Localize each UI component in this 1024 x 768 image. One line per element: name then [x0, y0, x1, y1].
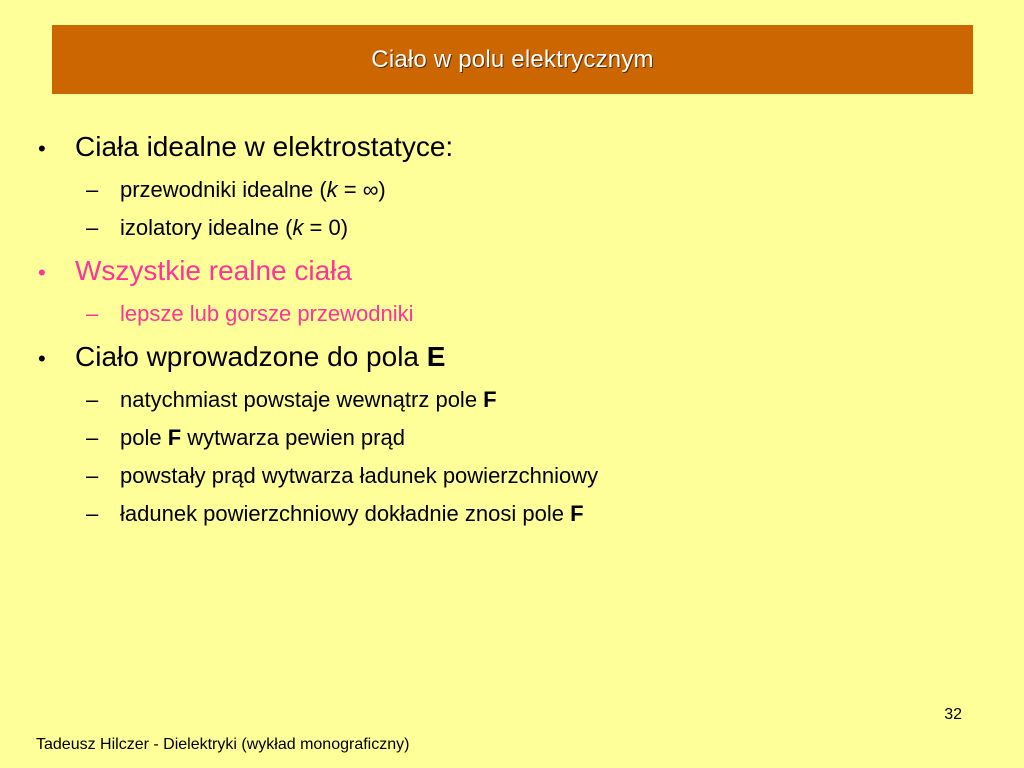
page-number: 32	[944, 706, 962, 723]
footer-author: Tadeusz Hilczer - Dielektryki (wykład monograficzny)	[36, 736, 410, 753]
dash-icon: –	[86, 301, 99, 326]
sub-item-field-appears	[86, 386, 978, 414]
sub-item-surface-charge	[86, 462, 978, 490]
sub-item-text: przewodniki idealne (k = ∞)	[120, 177, 386, 202]
bullet-body-in-field	[38, 340, 978, 376]
bullet-text: Wszystkie realne ciała	[75, 255, 352, 286]
symbol-f: F	[483, 387, 497, 412]
symbol-f: F	[570, 501, 584, 526]
variable-k: k	[326, 177, 338, 202]
sub-item-text: izolatory idealne (k = 0)	[120, 215, 349, 240]
bullet-icon: •	[38, 346, 46, 371]
slide-title: Ciało w polu elektrycznym	[371, 45, 654, 73]
dash-icon: –	[86, 215, 99, 240]
bullet-text: Ciało wprowadzone do pola E	[75, 341, 446, 372]
sub-item-field-current	[86, 424, 978, 452]
dash-icon: –	[86, 425, 99, 450]
sub-item-better-worse-conductors	[86, 300, 978, 328]
sub-item-ideal-insulators	[86, 214, 978, 242]
sub-item-ideal-conductors	[86, 176, 978, 204]
bullet-real-bodies	[38, 254, 978, 290]
sub-item-text: pole F wytwarza pewien prąd	[120, 425, 405, 450]
sub-item-text: lepsze lub gorsze przewodniki	[120, 301, 414, 326]
symbol-e: E	[426, 341, 446, 372]
bullet-text: Ciała idealne w elektrostatyce:	[75, 131, 454, 162]
dash-icon: –	[86, 501, 99, 526]
bullet-icon: •	[38, 136, 46, 161]
symbol-f: F	[167, 425, 182, 450]
sub-item-text: natychmiast powstaje wewnątrz pole F	[120, 387, 497, 412]
bullet-icon: •	[38, 260, 46, 285]
bullet-ideal-bodies	[38, 130, 978, 166]
variable-k: k	[292, 215, 304, 240]
sub-item-cancels-field	[86, 500, 978, 528]
sub-item-text: powstały prąd wytwarza ładunek powierzchniowy	[120, 463, 599, 488]
sub-item-text: ładunek powierzchniowy dokładnie znosi pole F	[120, 501, 584, 526]
slide-content	[38, 130, 978, 528]
dash-icon: –	[86, 463, 99, 488]
dash-icon: –	[86, 387, 99, 412]
dash-icon: –	[86, 177, 99, 202]
title-bar	[52, 25, 973, 94]
